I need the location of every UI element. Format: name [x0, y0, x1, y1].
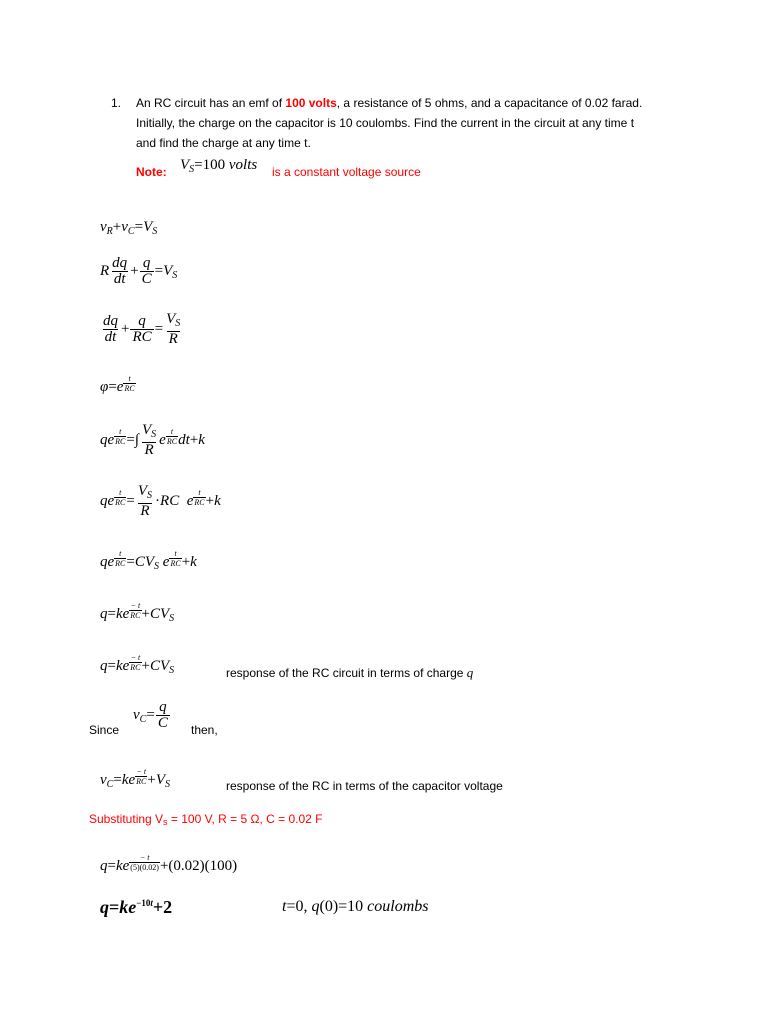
response-voltage-text: response of the RC in terms of the capacitor voltage [226, 779, 503, 793]
equation-substituted: q=ke $\frac{- t}{(5)(0.02)}$ +(0.02)(100) [100, 853, 238, 874]
equation-differential: R $\frac{dq}{dt}$ + $\frac{q}{C}$ $=V_S$ [100, 255, 178, 287]
problem-line-3: and find the charge at any time t. [136, 136, 311, 150]
note-label: Note: [136, 165, 167, 179]
then-label: then, [191, 723, 218, 737]
equation-charge-final: q=ke−10t+2 [100, 897, 173, 917]
equation-capacitor-voltage: $v_C=$ $\frac{q}{C}$ [133, 699, 168, 731]
equation-integrated: qe $\frac{t}{RC}$ = $\frac{V_S}{R}$ ·RC e $\frac{t}{RC}$ +k [100, 483, 221, 519]
problem-line-1-start: An RC circuit has an emf of [136, 96, 286, 110]
equation-integral: qe $\frac{t}{RC}$ =∫ $\frac{V_S}{R}$ e $\frac{t}{RC}$ dt+k [100, 422, 205, 458]
note-equation: $V_S=100$ volts [180, 157, 258, 175]
emf-highlight: 100 volts [285, 96, 337, 110]
equation-integrating-factor: φ=e $\frac{t}{RC}$ [100, 374, 135, 395]
equation-kvl: $v_R+v_C=V_S$ [100, 219, 158, 237]
equation-simplified: qe $\frac{t}{RC}$ $=CV_S$ e $\frac{t}{RC}$ +k [100, 549, 197, 572]
note-text: is a constant voltage source [272, 165, 421, 179]
equation-voltage-response: $v_C=ke$ $\frac{- t}{RC}$ $+V_S$ [100, 767, 171, 790]
substituting-label: Substituting V [89, 812, 164, 826]
response-charge-text: response of the RC circuit in terms of charge q [226, 665, 474, 680]
initial-condition: t=0, q(0)=10 coulombs [282, 898, 429, 915]
equation-charge-solution: q=ke $\frac{- t}{RC}$ $+CV_S$ [100, 601, 175, 624]
substitution-line [89, 812, 323, 829]
response-charge-label: response of the RC circuit in terms of charge [226, 666, 464, 680]
problem-number: 1. [111, 96, 122, 110]
equation-standard-form: $\frac{dq}{dt}$ + $\frac{q}{RC}$ = $\frac{V_S}{R}$ [103, 311, 181, 347]
problem-line-2: Initially, the charge on the capacitor is 10 coulombs. Find the current in the circuit at any time t [136, 116, 635, 130]
substitution-values: = 100 V, R = 5 Ω, C = 0.02 F [167, 812, 323, 826]
substituting-subscript: s [163, 817, 168, 827]
since-label: Since [89, 723, 120, 737]
problem-line-1 [136, 96, 642, 110]
equation-charge-response: q=ke $\frac{- t}{RC}$ $+CV_S$ [100, 653, 175, 676]
problem-line-1-end: , a resistance of 5 ohms, and a capacitance of 0.02 farad. [336, 96, 643, 110]
